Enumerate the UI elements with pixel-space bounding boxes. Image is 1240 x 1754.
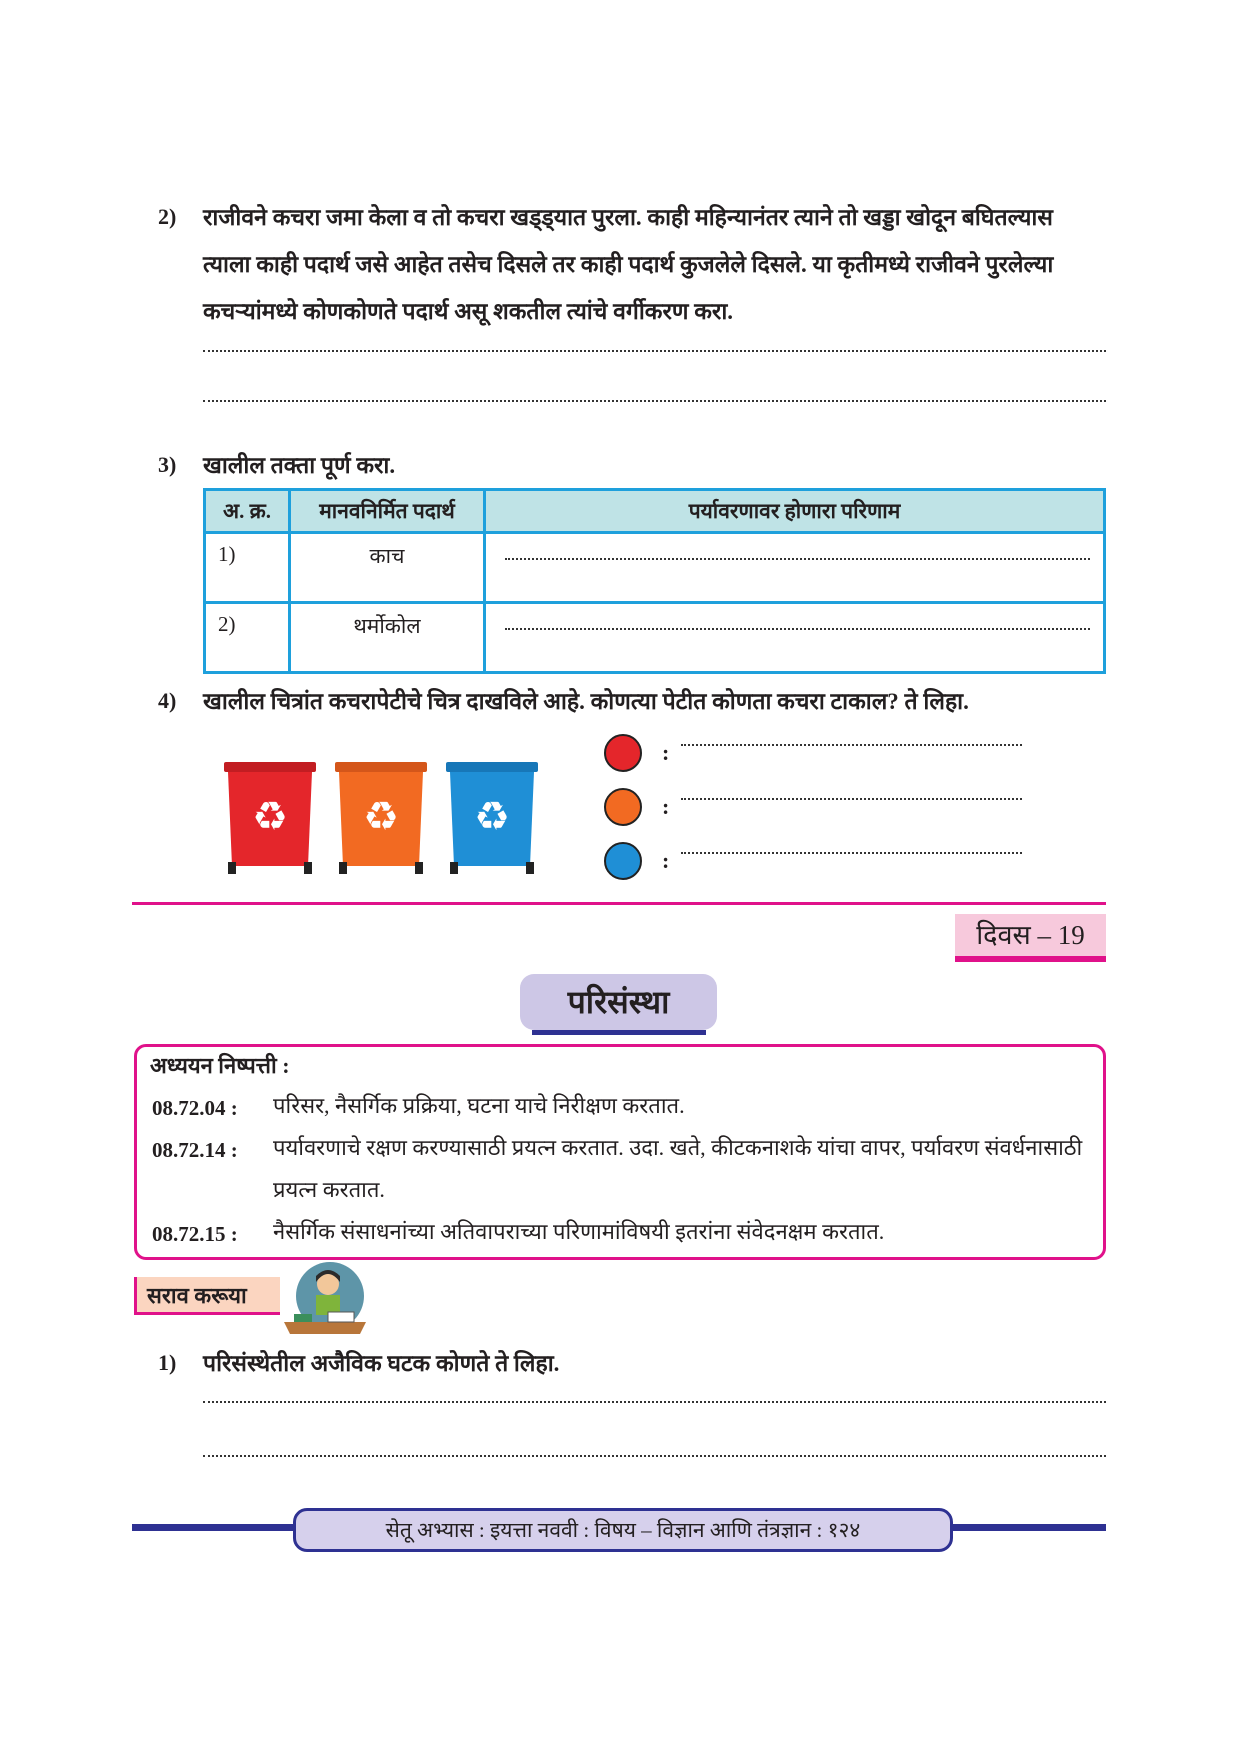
outcome-code: 08.72.14 : <box>152 1138 238 1162</box>
q3-text: खालील तक्ता पूर्ण करा. <box>203 453 396 478</box>
blue-bin-icon <box>446 762 538 874</box>
chapter-title: परिसंस्था <box>520 974 717 1030</box>
orange-circle-icon <box>604 788 642 826</box>
answer-line-orange[interactable] <box>681 798 1022 800</box>
outcome-text: पर्यावरणाचे रक्षण करण्यासाठी प्रयत्न करतात. उदा. खते, कीटकनाशके यांचा वापर, पर्यावरण संवर्धनासाठी प्रयत्न करतात. <box>273 1135 1083 1202</box>
answer-line[interactable] <box>203 400 1106 402</box>
orange-bin-icon <box>335 762 427 874</box>
row-effect-cell[interactable] <box>485 603 1105 673</box>
row-material: काच <box>290 533 485 603</box>
answer-line[interactable] <box>505 628 1090 630</box>
blue-circle-icon <box>604 842 642 880</box>
answer-line-red[interactable] <box>681 744 1022 746</box>
recycle-icon: ♻ <box>363 794 399 839</box>
table-row <box>205 603 1105 673</box>
title-underline <box>532 1030 706 1035</box>
recycle-icon: ♻ <box>252 794 288 839</box>
answer-line[interactable] <box>203 1401 1106 1403</box>
student-studying-illustration <box>280 1262 372 1337</box>
q2-text: राजीवने कचरा जमा केला व तो कचरा खड्ड्यात पुरला. काही महिन्यानंतर त्याने तो खड्डा खोदून बघितल्यास त्याला काही पदार्थ जसे आहेत तसेच दिसले तर काही पदार्थ कुजलेले दिसले. या कृतीमध्ये राजीवने पुरलेल्या कचऱ्यांमध्ये कोणकोणते पदार्थ असू शकतील त्यांचे वर्गीकरण करा. <box>203 205 1054 324</box>
practice-label: सराव करूया <box>134 1277 280 1315</box>
footer-banner: सेतू अभ्यास : इयत्ता नववी : विषय – विज्ञान आणि तंत्रज्ञान : १२४ <box>293 1508 953 1552</box>
colon: : <box>662 794 670 819</box>
q4-number: 4) <box>158 688 177 713</box>
red-circle-icon <box>604 734 642 772</box>
section-divider <box>132 902 1106 905</box>
row-sr: 2) <box>205 603 290 673</box>
header-effect: पर्यावरणावर होणारा परिणाम <box>485 490 1105 533</box>
answer-line-blue[interactable] <box>681 852 1022 854</box>
row-material: थर्मोकोल <box>290 603 485 673</box>
header-material: मानवनिर्मित पदार्थ <box>290 490 485 533</box>
q4-text: खालील चित्रांत कचरापेटीचे चित्र दाखविले आहे. कोणत्या पेटीत कोणता कचरा टाकाल? ते लिहा. <box>203 689 969 714</box>
outcome-code: 08.72.04 : <box>152 1096 238 1120</box>
outcomes-heading: अध्ययन निष्पत्ती : <box>150 1053 290 1078</box>
q2-number: 2) <box>158 204 177 229</box>
red-bin-icon <box>224 762 316 874</box>
row-sr: 1) <box>205 533 290 603</box>
answer-line[interactable] <box>505 558 1090 560</box>
table-header <box>205 490 1105 533</box>
answer-line[interactable] <box>203 1455 1106 1457</box>
outcome-text: नैसर्गिक संसाधनांच्या अतिवापराच्या परिणामांविषयी इतरांना संवेदनक्षम करतात. <box>273 1219 885 1244</box>
row-effect-cell[interactable] <box>485 533 1105 603</box>
day-badge: दिवस – 19 <box>955 914 1106 962</box>
answer-line[interactable] <box>203 350 1106 352</box>
practice-q1-number: 1) <box>158 1350 177 1375</box>
q3-number: 3) <box>158 452 177 477</box>
table-row <box>205 533 1105 603</box>
fill-table <box>203 488 1106 674</box>
practice-q1-text: परिसंस्थेतील अजैविक घटक कोणते ते लिहा. <box>203 1351 560 1376</box>
colon: : <box>662 740 670 765</box>
header-sr: अ. क्र. <box>205 490 290 533</box>
outcome-code: 08.72.15 : <box>152 1222 238 1246</box>
outcome-text: परिसर, नैसर्गिक प्रक्रिया, घटना याचे निरीक्षण करतात. <box>273 1093 685 1118</box>
recycle-icon: ♻ <box>474 794 510 839</box>
colon: : <box>662 848 670 873</box>
